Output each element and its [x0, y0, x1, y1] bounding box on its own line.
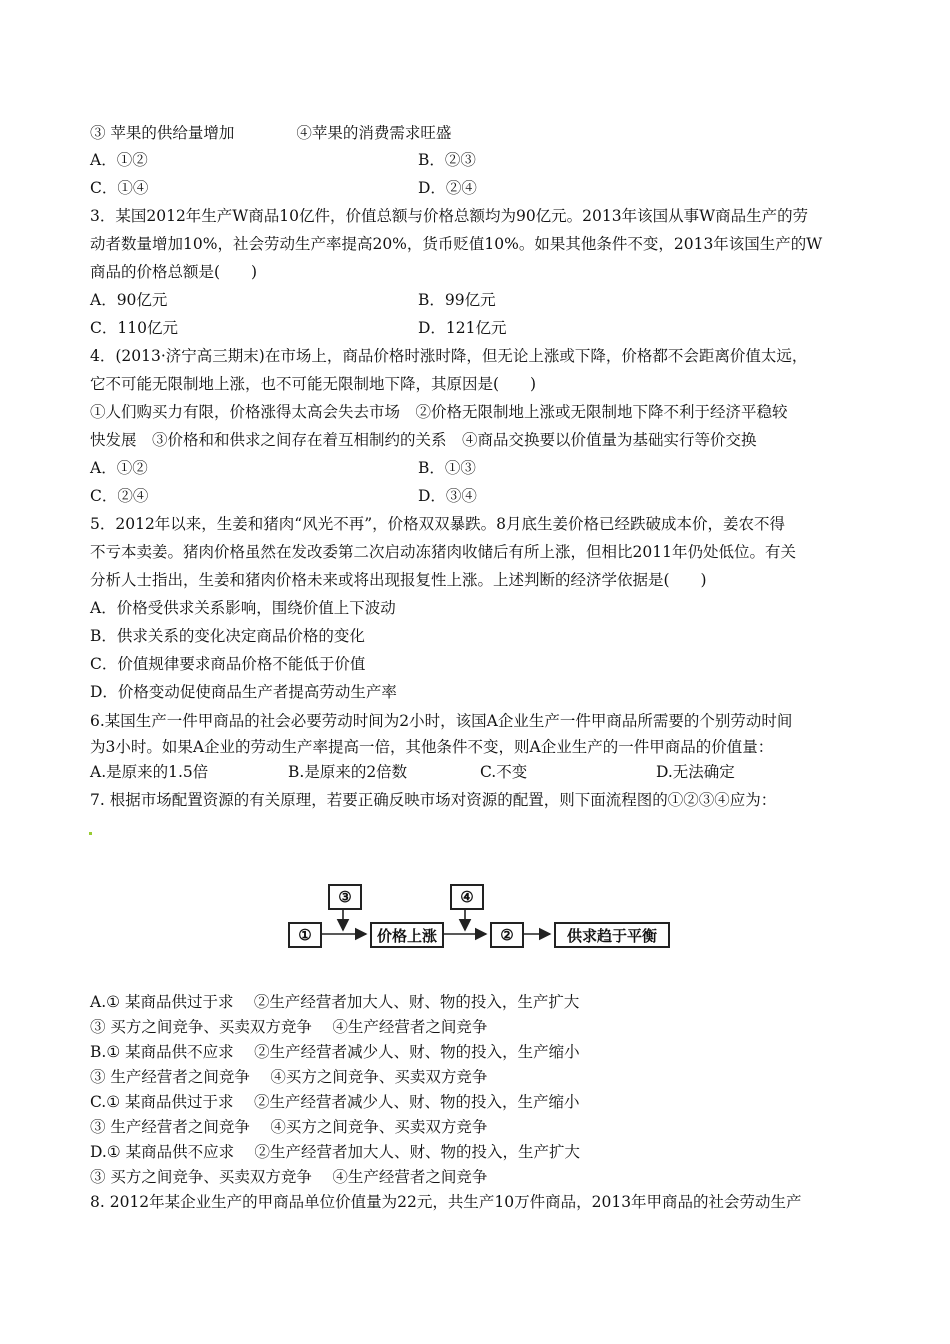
q2-option-a: A．①②	[90, 151, 148, 169]
q7-option-c-2: ③ 生产经营者之间竞争 ④买方之间竞争、买卖双方竞争	[90, 1118, 488, 1136]
q5-option-c: C．价值规律要求商品价格不能低于价值	[90, 655, 366, 673]
flow-box-4: ④	[450, 884, 484, 910]
flow-box-price-rise: 价格上涨	[370, 922, 444, 948]
q3-line3: 商品的价格总额是( )	[90, 263, 258, 281]
q7-option-d-2: ③ 买方之间竞争、买卖双方竞争 ④生产经营者之间竞争	[90, 1168, 488, 1186]
flow-box-3: ③	[328, 884, 362, 910]
q6-option-a: A.是原来的1.5倍	[90, 763, 209, 781]
q5-line1: 5．2012年以来，生姜和猪肉“风光不再”，价格双双暴跌。8月底生姜价格已经跌破成本价，姜农不得	[90, 515, 786, 533]
q3-option-b: B．99亿元	[418, 291, 496, 309]
q6-option-d: D.无法确定	[656, 763, 735, 781]
q4-option-c: C．②④	[90, 487, 149, 505]
q5-option-b: B．供求关系的变化决定商品价格的变化	[90, 627, 365, 645]
q5-line3: 分析人士指出，生姜和猪肉价格未来或将出现报复性上涨。上述判断的经济学依据是( )	[90, 571, 707, 589]
q2-items: ③ 苹果的供给量增加 ④苹果的消费需求旺盛	[90, 124, 452, 142]
flow-box-balance: 供求趋于平衡	[554, 922, 670, 948]
q5-option-a: A．价格受供求关系影响，围绕价值上下波动	[90, 599, 396, 617]
q4-option-a: A．①②	[90, 459, 148, 477]
q6-line2: 为3小时。如果A企业的劳动生产率提高一倍，其他条件不变，则A企业生产的一件甲商品的价值量：	[90, 738, 774, 756]
flow-diagram	[286, 880, 676, 950]
q6-option-c: C.不变	[480, 763, 528, 781]
q5-option-d: D．价格变动促使商品生产者提高劳动生产率	[90, 683, 397, 701]
flow-box-1: ①	[288, 922, 322, 948]
q7-option-d-1: D.① 某商品供不应求 ②生产经营者加大人、财、物的投入，生产扩大	[90, 1143, 581, 1161]
q7-stem: 7. 根据市场配置资源的有关原理，若要正确反映市场对资源的配置，则下面流程图的①②③④应为：	[90, 791, 777, 809]
q4-option-b: B．①③	[418, 459, 476, 477]
q4-line2: 它不可能无限制地上涨，也不可能无限制地下降，其原因是( )	[90, 375, 537, 393]
q7-option-b-1: B.① 某商品供不应求 ②生产经营者减少人、财、物的投入，生产缩小	[90, 1043, 580, 1061]
stray-mark	[89, 832, 92, 835]
q4-line1: 4．(2013·济宁高三期末)在市场上，商品价格时涨时降，但无论上涨或下降，价格都不会距离价值太远，	[90, 347, 808, 365]
q7-option-c-1: C.① 某商品供过于求 ②生产经营者减少人、财、物的投入，生产缩小	[90, 1093, 580, 1111]
q3-line1: 3．某国2012年生产W商品10亿件，价值总额与价格总额均为90亿元。2013年该国从事W商品生产的劳	[90, 207, 809, 225]
q7-option-a-1: A.① 某商品供过于求 ②生产经营者加大人、财、物的投入，生产扩大	[90, 993, 580, 1011]
q3-option-d: D．121亿元	[418, 319, 507, 337]
q2-option-b: B．②③	[418, 151, 476, 169]
q3-option-a: A．90亿元	[90, 291, 168, 309]
q5-line2: 不亏本卖姜。猪肉价格虽然在发改委第二次启动冻猪肉收储后有所上涨，但相比2011年仍处低位。有关	[90, 543, 796, 561]
q6-line1: 6.某国生产一件甲商品的社会必要劳动时间为2小时，该国A企业生产一件甲商品所需要的个别劳动时间	[90, 712, 793, 730]
q4-option-d: D．③④	[418, 487, 477, 505]
q4-line3: ①人们购买力有限，价格涨得太高会失去市场 ②价格无限制地上涨或无限制地下降不利于经济平稳较	[90, 403, 788, 421]
q3-option-c: C．110亿元	[90, 319, 178, 337]
flow-box-2: ②	[490, 922, 524, 948]
q6-option-b: B.是原来的2倍数	[288, 763, 408, 781]
q7-option-b-2: ③ 生产经营者之间竞争 ④买方之间竞争、买卖双方竞争	[90, 1068, 488, 1086]
q8-line1: 8. 2012年某企业生产的甲商品单位价值量为22元，共生产10万件商品，2013年甲商品的社会劳动生产	[90, 1193, 802, 1211]
q4-line4: 快发展 ③价格和和供求之间存在着互相制约的关系 ④商品交换要以价值量为基础实行等价交换	[90, 431, 757, 449]
q2-option-d: D．②④	[418, 179, 477, 197]
q2-option-c: C．①④	[90, 179, 149, 197]
q3-line2: 动者数量增加10%，社会劳动生产率提高20%，货币贬值10%。如果其他条件不变，2013年该国生产的W	[90, 235, 823, 253]
q7-option-a-2: ③ 买方之间竞争、买卖双方竞争 ④生产经营者之间竞争	[90, 1018, 488, 1036]
